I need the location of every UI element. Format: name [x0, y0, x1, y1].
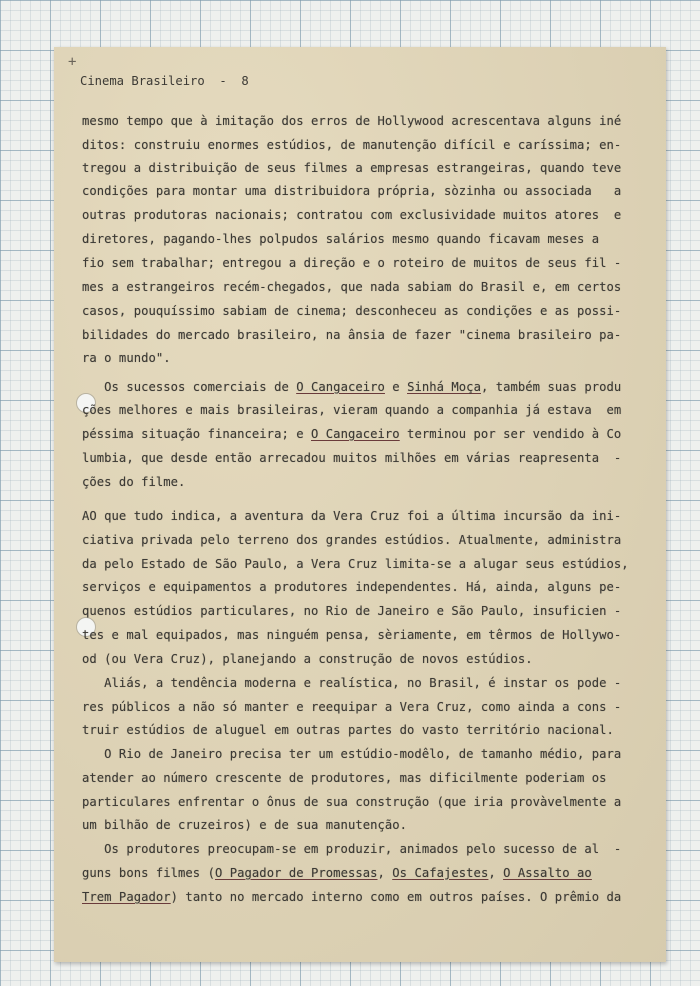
text-line: diretores, pagando-lhes polpudos salários mesmo quando ficavam meses a [82, 232, 600, 246]
film-title: O Pagador de Promessas [214, 866, 378, 880]
text-line: atender ao número crescente de produtores, mas dificilmente poderiam os [82, 771, 607, 785]
text-line: AO que tudo indica, a aventura da Vera Cruz foi a última incursão da ini- [82, 509, 622, 523]
film-title: Sinhá Moça [407, 380, 481, 394]
text-line: condições para montar uma distribuidora própria, sòzinha ou associada a [82, 184, 622, 198]
text-line: ditos: construiu enormes estúdios, de manutenção difícil e caríssima; en- [82, 138, 622, 152]
text-line: serviços e equipamentos a produtores independentes. Há, ainda, alguns pe- [82, 580, 622, 594]
text-line: lumbia, que desde então arrecadou muitos milhões em várias reapresenta - [82, 451, 622, 465]
page-header: Cinema Brasileiro - 8 [80, 74, 249, 88]
text-line: od (ou Vera Cruz), planejando a construção de novos estúdios. [82, 652, 533, 666]
text-line: outras produtoras nacionais; contratou com exclusividade muitos atores e [82, 208, 622, 222]
text-line: ra o mundo". [82, 351, 171, 365]
text-line: Aliás, a tendência moderna e realística, no Brasil, é instar os pode - [82, 676, 622, 690]
text-line: O Rio de Janeiro precisa ter um estúdio-modêlo, de tamanho médio, para [82, 747, 622, 761]
corner-mark: + [68, 54, 77, 70]
text-line: Os produtores preocupam-se em produzir, animados pelo sucesso de al - [82, 842, 622, 856]
text-line: da pelo Estado de São Paulo, a Vera Cruz limita-se a alugar seus estúdios, [82, 557, 629, 571]
film-title: Trem Pagador [82, 890, 171, 904]
text-line: mes a estrangeiros recém-chegados, que nada sabiam do Brasil e, em certos [82, 280, 622, 294]
film-title: O Assalto ao [503, 866, 592, 880]
text-line: Trem Pagador) tanto no mercado interno como em outros países. O prêmio da [82, 890, 622, 904]
film-title: O Cangaceiro [296, 380, 385, 394]
text-line: particulares enfrentar o ônus de sua construção (que iria provàvelmente a [82, 795, 622, 809]
text-line: ções do filme. [82, 475, 186, 489]
text-line: quenos estúdios particulares, no Rio de Janeiro e São Paulo, insuficien - [82, 604, 622, 618]
text-line: mesmo tempo que à imitação dos erros de Hollywood acrescentava alguns iné [82, 114, 622, 128]
text-line: Os sucessos comerciais de O Cangaceiro e Sinhá Moça, também suas produ [82, 380, 622, 394]
text-line: péssima situação financeira; e O Cangaceiro terminou por ser vendido à Co [82, 427, 622, 441]
film-title: O Cangaceiro [311, 427, 400, 441]
text-line: bilidades do mercado brasileiro, na ânsia de fazer "cinema brasileiro pa- [82, 328, 622, 342]
text-line: um bilhão de cruzeiros) e de sua manutenção. [82, 818, 408, 832]
text-line: guns bons filmes (O Pagador de Promessas, Os Cafajestes, O Assalto ao [82, 866, 592, 880]
text-line: res públicos a não só manter e reequipar a Vera Cruz, como ainda a cons - [82, 700, 622, 714]
text-line: casos, pouquíssimo sabiam de cinema; desconheceu as condições e as possi- [82, 304, 622, 318]
film-title: Os Cafajestes [392, 866, 489, 880]
text-line: truir estúdios de aluguel em outras partes do vasto território nacional. [82, 723, 614, 737]
text-line: tregou a distribuição de seus filmes a empresas estrangeiras, quando teve [82, 161, 622, 175]
text-line: tes e mal equipados, mas ninguém pensa, sèriamente, em têrmos de Hollywo- [82, 628, 622, 642]
text-line: fio sem trabalhar; entregou a direção e o roteiro de muitos de seus fil - [82, 256, 622, 270]
text-line: ciativa privada pelo terreno dos grandes estúdios. Atualmente, administra [82, 533, 622, 547]
text-line: ções melhores e mais brasileiras, vieram quando a companhia já estava em [82, 403, 622, 417]
